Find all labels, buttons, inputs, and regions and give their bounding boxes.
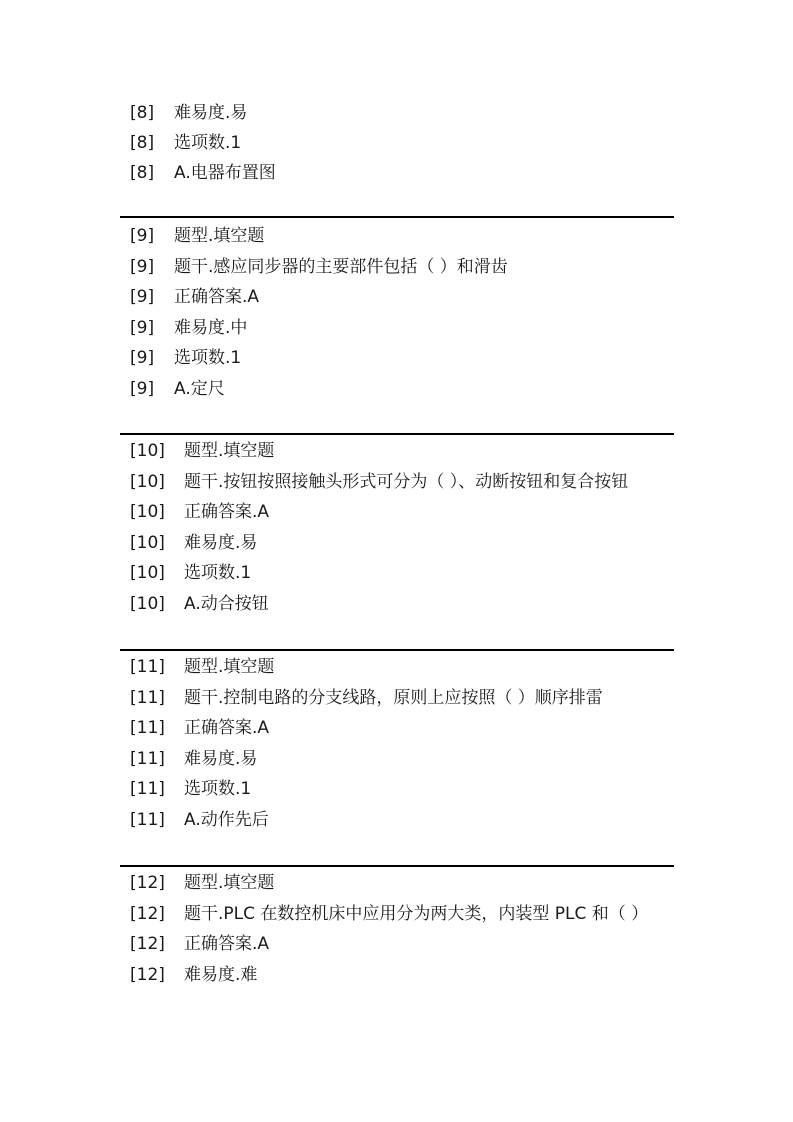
question-number: [9] bbox=[130, 318, 155, 338]
question-text: 难易度.易 bbox=[184, 749, 258, 769]
question-number: [11] bbox=[130, 749, 165, 769]
question-text: 正确答案.A bbox=[184, 718, 270, 738]
question-line bbox=[130, 746, 257, 772]
question-line bbox=[130, 654, 274, 680]
section-divider bbox=[120, 649, 674, 651]
question-text: 选项数.1 bbox=[174, 133, 242, 153]
question-text: 难易度.中 bbox=[174, 318, 248, 338]
question-line bbox=[130, 499, 269, 525]
question-number: [8] bbox=[130, 163, 155, 183]
question-line bbox=[130, 776, 251, 802]
question-line bbox=[130, 284, 259, 310]
question-number: [12] bbox=[130, 873, 165, 893]
question-number: [12] bbox=[130, 965, 165, 985]
question-text: 题型.填空题 bbox=[184, 441, 275, 461]
question-number: [9] bbox=[130, 226, 155, 246]
question-text: A.动作先后 bbox=[184, 810, 269, 830]
question-line bbox=[130, 530, 257, 556]
question-number: [8] bbox=[130, 103, 155, 123]
question-text: 题干.感应同步器的主要部件包括（ ）和滑齿 bbox=[174, 257, 508, 277]
question-number: [9] bbox=[130, 287, 155, 307]
question-text: 难易度.难 bbox=[184, 965, 258, 985]
question-line bbox=[130, 591, 269, 617]
question-number: [11] bbox=[130, 779, 165, 799]
question-number: [11] bbox=[130, 810, 165, 830]
question-text: 题干.PLC 在数控机床中应用分为两大类，内装型 PLC 和（ ） bbox=[184, 904, 649, 924]
question-text: 正确答案.A bbox=[174, 287, 260, 307]
question-text: A.动合按钮 bbox=[184, 594, 269, 614]
question-number: [10] bbox=[130, 502, 165, 522]
question-text: 题干.控制电路的分支线路，原则上应按照（ ）顺序排雷 bbox=[184, 688, 603, 708]
question-line bbox=[130, 870, 274, 896]
question-text: A.电器布置图 bbox=[174, 163, 276, 183]
question-number: [12] bbox=[130, 934, 165, 954]
question-line bbox=[130, 715, 269, 741]
section-divider bbox=[120, 865, 674, 867]
question-text: 正确答案.A bbox=[184, 934, 270, 954]
question-number: [11] bbox=[130, 657, 165, 677]
question-text: 难易度.易 bbox=[184, 533, 258, 553]
question-text: 题干.按钮按照接触头形式可分为（ ）、动断按钮和复合按钮 bbox=[184, 472, 629, 492]
question-text: 选项数.1 bbox=[184, 779, 252, 799]
question-text: 正确答案.A bbox=[184, 502, 270, 522]
question-text: 题型.填空题 bbox=[184, 657, 275, 677]
question-number: [9] bbox=[130, 348, 155, 368]
question-number: [8] bbox=[130, 133, 155, 153]
question-line bbox=[130, 962, 257, 988]
question-line bbox=[130, 901, 648, 927]
section-divider bbox=[120, 216, 674, 218]
question-text: 题型.填空题 bbox=[184, 873, 275, 893]
question-line bbox=[130, 223, 264, 249]
question-line bbox=[130, 560, 251, 586]
question-text: 选项数.1 bbox=[174, 348, 242, 368]
question-number: [11] bbox=[130, 718, 165, 738]
question-line bbox=[130, 130, 241, 156]
question-line bbox=[130, 160, 276, 186]
question-line bbox=[130, 376, 225, 402]
question-line bbox=[130, 100, 247, 126]
question-text: 选项数.1 bbox=[184, 563, 252, 583]
question-line bbox=[130, 931, 269, 957]
question-line bbox=[130, 345, 241, 371]
question-line bbox=[130, 685, 603, 711]
question-line bbox=[130, 315, 247, 341]
question-number: [10] bbox=[130, 441, 165, 461]
question-number: [10] bbox=[130, 563, 165, 583]
question-number: [10] bbox=[130, 533, 165, 553]
question-text: A.定尺 bbox=[174, 379, 225, 399]
section-divider bbox=[120, 433, 674, 435]
question-line bbox=[130, 807, 269, 833]
question-line bbox=[130, 254, 508, 280]
question-line bbox=[130, 469, 628, 495]
question-line bbox=[130, 438, 274, 464]
question-text: 题型.填空题 bbox=[174, 226, 265, 246]
question-number: [10] bbox=[130, 472, 165, 492]
question-number: [10] bbox=[130, 594, 165, 614]
question-number: [9] bbox=[130, 379, 155, 399]
question-number: [11] bbox=[130, 688, 165, 708]
question-number: [12] bbox=[130, 904, 165, 924]
question-number: [9] bbox=[130, 257, 155, 277]
question-text: 难易度.易 bbox=[174, 103, 248, 123]
